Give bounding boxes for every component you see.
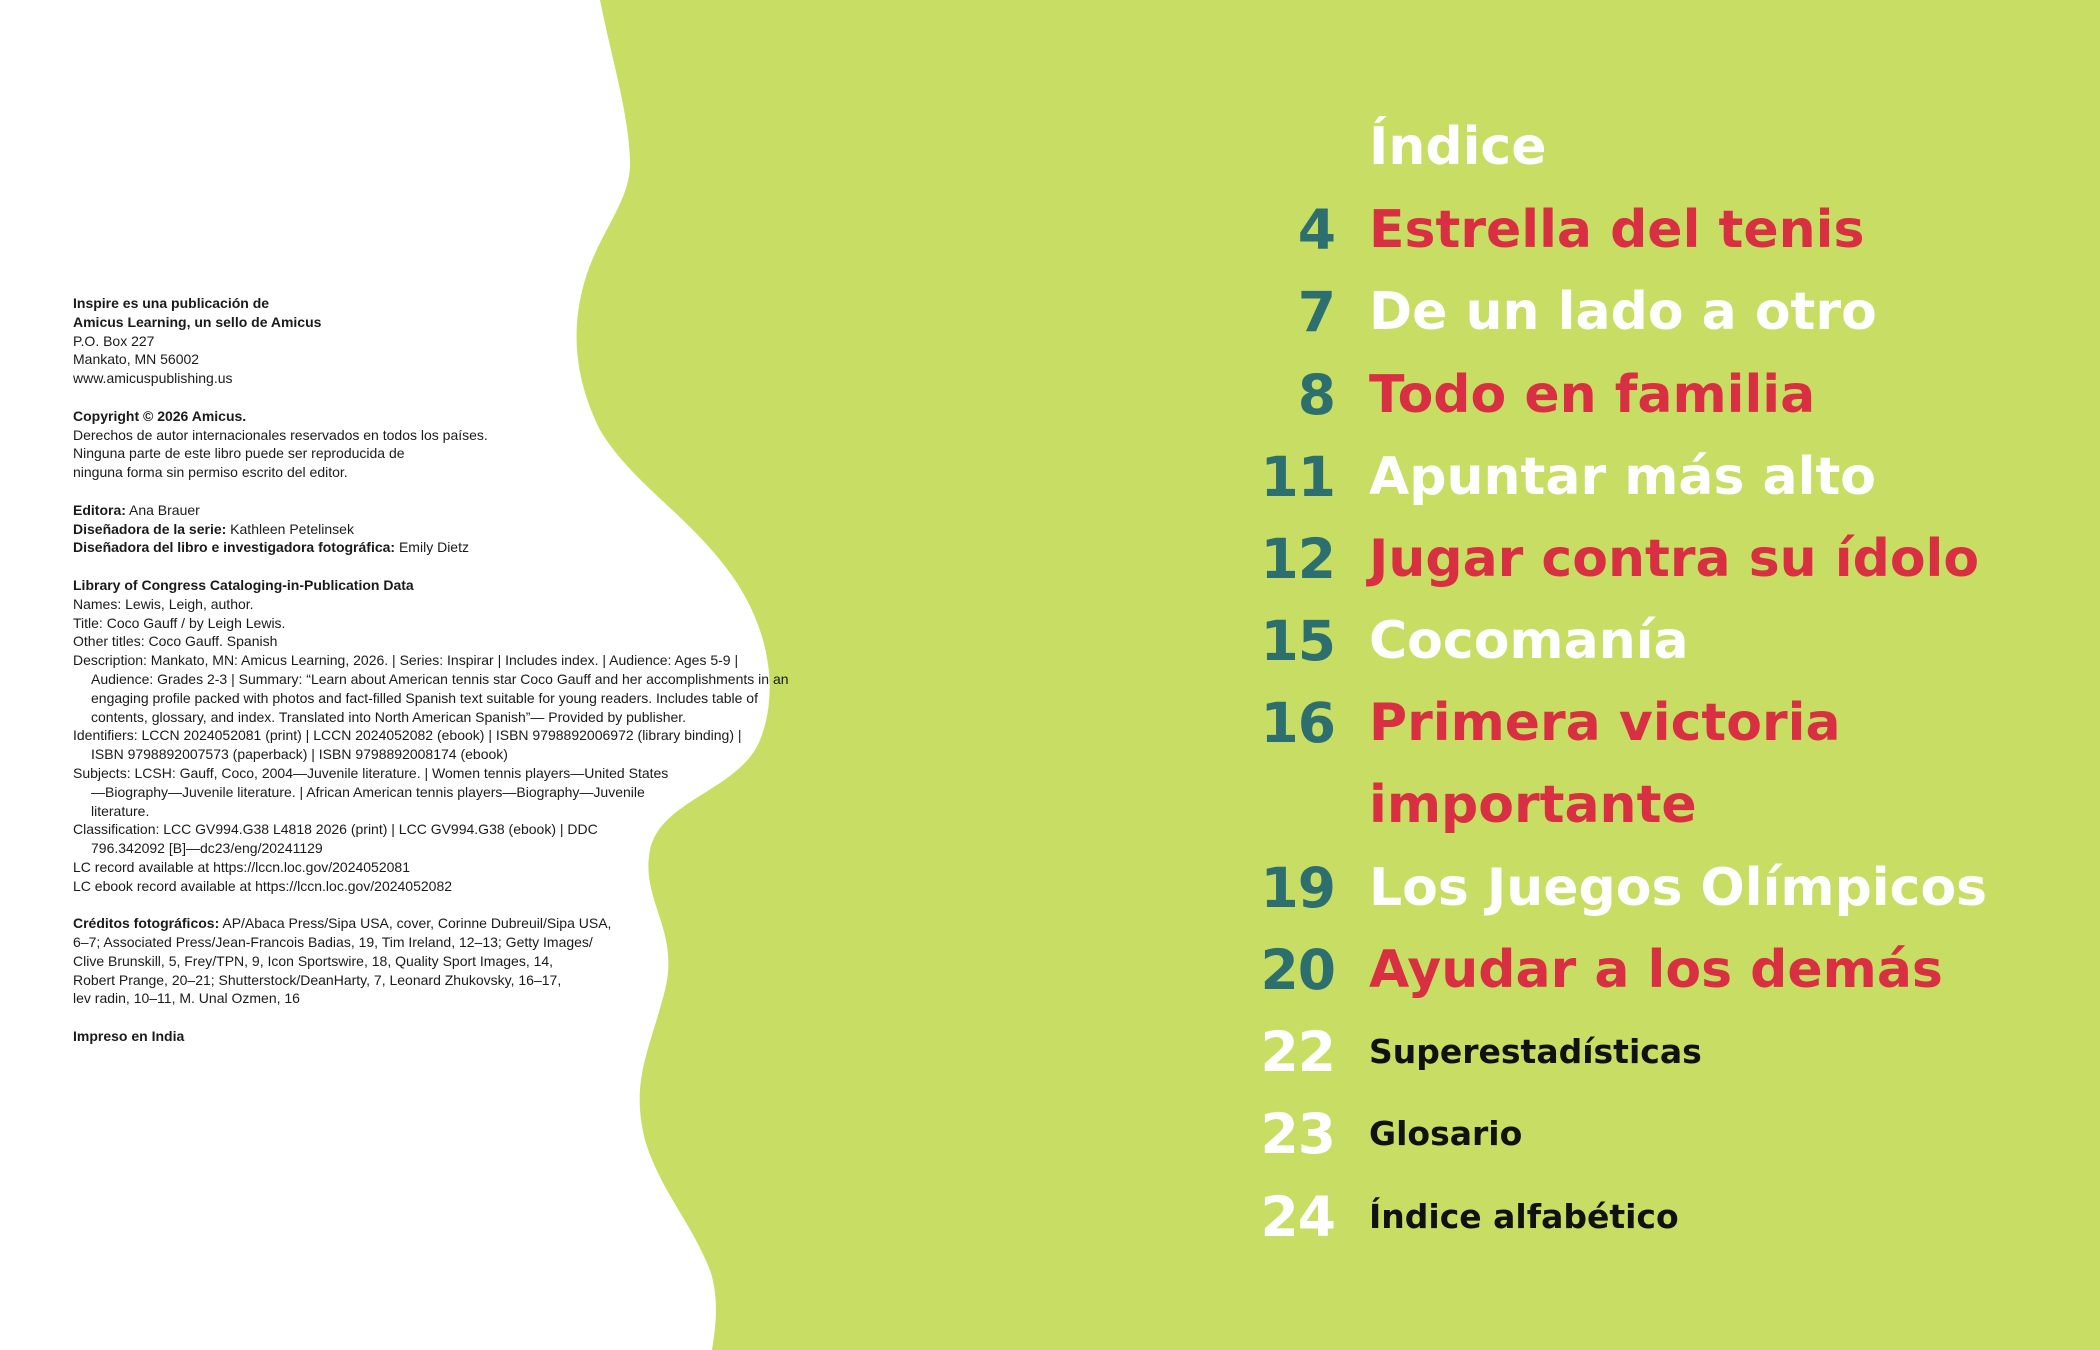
toc-entry-label: Los Juegos Olímpicos: [1369, 858, 1988, 918]
cip-line: Other titles: Coco Gauff. Spanish: [73, 633, 278, 650]
printed-in: [73, 1027, 793, 1046]
photo-credit-line: Clive Brunskill, 5, Frey/TPN, 9, Icon Sportswire, 18, Quality Sport Images, 14,: [73, 952, 554, 969]
cip-line: Identifiers: LCCN 2024052081 (print) | LCCN 2024052082 (ebook) | ISBN 9798892006972 (library binding) | ISBN 9798892007573 (paperback) | ISBN 9798892008174 (ebook): [73, 727, 742, 763]
toc-entry[interactable]: [1180, 682, 2080, 846]
publisher-line: Inspire es una publicación de: [73, 295, 270, 311]
publisher-line: Amicus Learning, un sello de Amicus: [73, 313, 322, 330]
cip-line: Classification: LCC GV994.G38 L4818 2026 (print) | LCC GV994.G38 (ebook) | DDC 796.342092 [B]—dc23/eng/20241129: [73, 821, 598, 857]
toc-entry-label: Estrella del tenis: [1369, 200, 1865, 260]
cip-line: Description: Mankato, MN: Amicus Learning, 2026. | Series: Inspirar | Includes index. | Audience: Ages 5-9 | Audience: Grades 2-3 | Summary: “Learn about American tennis star Coco Gauff and her accomplishments in an engaging profile packed with photos and fact-filled Spanish text suitable for young readers. Includes table of contents, glossary, and index. Translated into North American Spanish”— Provided by publisher.: [73, 652, 789, 725]
staff-credits: [73, 501, 793, 557]
toc-page-number: 24: [1260, 1185, 1335, 1249]
rights-notice: [73, 407, 793, 482]
photo-credit-line: Créditos fotográficos: AP/Abaca Press/Sipa USA, cover, Corinne Dubreuil/Sipa USA,: [73, 915, 612, 932]
publisher-line: P.O. Box 227: [73, 332, 155, 349]
toc-page-number: 19: [1260, 856, 1335, 920]
staff-credit-line: Editora: Ana Brauer: [73, 501, 200, 518]
toc-page-number: 7: [1297, 280, 1335, 344]
rights-line: ninguna forma sin permiso escrito del editor.: [73, 464, 348, 481]
toc-entry-label: Jugar contra su ídolo: [1369, 529, 1980, 589]
photo-credit-line: 6–7; Associated Press/Jean-Francois Badias, 19, Tim Ireland, 12–13; Getty Images/: [73, 934, 593, 951]
toc-entry[interactable]: [1180, 189, 2080, 271]
photo-credit-line: lev radin, 10–11, M. Unal Ozmen, 16: [73, 990, 300, 1007]
toc-entry[interactable]: [1180, 518, 2080, 600]
toc-entry[interactable]: [1180, 1011, 2080, 1093]
toc-entry-label: Superestadísticas: [1369, 1032, 1702, 1071]
toc-page-number: 23: [1260, 1102, 1335, 1166]
toc-page-number: 8: [1297, 363, 1335, 427]
publisher-info: [73, 294, 793, 388]
toc-entry[interactable]: [1180, 1176, 2080, 1258]
toc-entry[interactable]: [1180, 271, 2080, 353]
staff-credit-line: Diseñadora de la serie: Kathleen Petelinsek: [73, 520, 354, 537]
cip-heading: Library of Congress Cataloging-in-Publication Data: [73, 576, 414, 593]
toc-page-number: 20: [1260, 938, 1335, 1002]
toc-page-number: 12: [1260, 527, 1335, 591]
toc-entry-label: Cocomanía: [1369, 611, 1689, 671]
toc-entry-label: Ayudar a los demás: [1369, 940, 1943, 1000]
publisher-line: www.amicuspublishing.us: [73, 370, 233, 387]
cip-line: Names: Lewis, Leigh, author.: [73, 595, 254, 612]
toc-page-number: 11: [1260, 445, 1335, 509]
cip-line: LC record available at https://lccn.loc.gov/2024052081: [73, 858, 410, 875]
cip-data: [73, 576, 793, 896]
rights-line: Copyright © 2026 Amicus.: [73, 407, 247, 424]
copyright-block: [73, 294, 793, 1065]
toc-entry[interactable]: [1180, 847, 2080, 929]
toc-page-number: 22: [1260, 1020, 1335, 1084]
publisher-line: Mankato, MN 56002: [73, 351, 200, 368]
toc-entry-label: Índice alfabético: [1369, 1197, 1679, 1236]
toc-entry-label: Primera victoria importante: [1369, 693, 1841, 835]
rights-line: Derechos de autor internacionales reservados en todos los países.: [73, 426, 488, 443]
toc-entry-label: Todo en familia: [1369, 365, 1816, 425]
toc-entry[interactable]: [1180, 1093, 2080, 1175]
cip-line: Title: Coco Gauff / by Leigh Lewis.: [73, 614, 286, 631]
cip-line: Subjects: LCSH: Gauff, Coco, 2004—Juvenile literature. | Women tennis players—United States—Biography—Juvenile literature. | African American tennis players—Biography—Juvenile literature.: [73, 764, 669, 819]
toc-page-number: 16: [1260, 691, 1335, 755]
photo-credits: [73, 914, 793, 1008]
printed-in-text: Impreso en India: [73, 1028, 185, 1045]
toc-entry[interactable]: [1180, 354, 2080, 436]
toc-entry-label: Glosario: [1369, 1114, 1523, 1153]
rights-line: Ninguna parte de este libro puede ser reproducida de: [73, 445, 405, 462]
toc-entry-label: Apuntar más alto: [1369, 447, 1877, 507]
toc-page-number: 4: [1297, 198, 1335, 262]
cip-line: LC ebook record available at https://lccn.loc.gov/2024052082: [73, 877, 453, 894]
toc-entry[interactable]: [1180, 600, 2080, 682]
toc-title: Índice: [1369, 117, 1547, 177]
photo-credit-line: Robert Prange, 20–21; Shutterstock/DeanHarty, 7, Leonard Zhukovsky, 16–17,: [73, 971, 562, 988]
toc-entry-label: De un lado a otro: [1369, 282, 1877, 342]
staff-credit-line: Diseñadora del libro e investigadora fotográfica: Emily Dietz: [73, 539, 469, 556]
toc-entry[interactable]: [1180, 929, 2080, 1011]
toc-page-number: 15: [1260, 609, 1335, 673]
toc-entry[interactable]: [1180, 436, 2080, 518]
